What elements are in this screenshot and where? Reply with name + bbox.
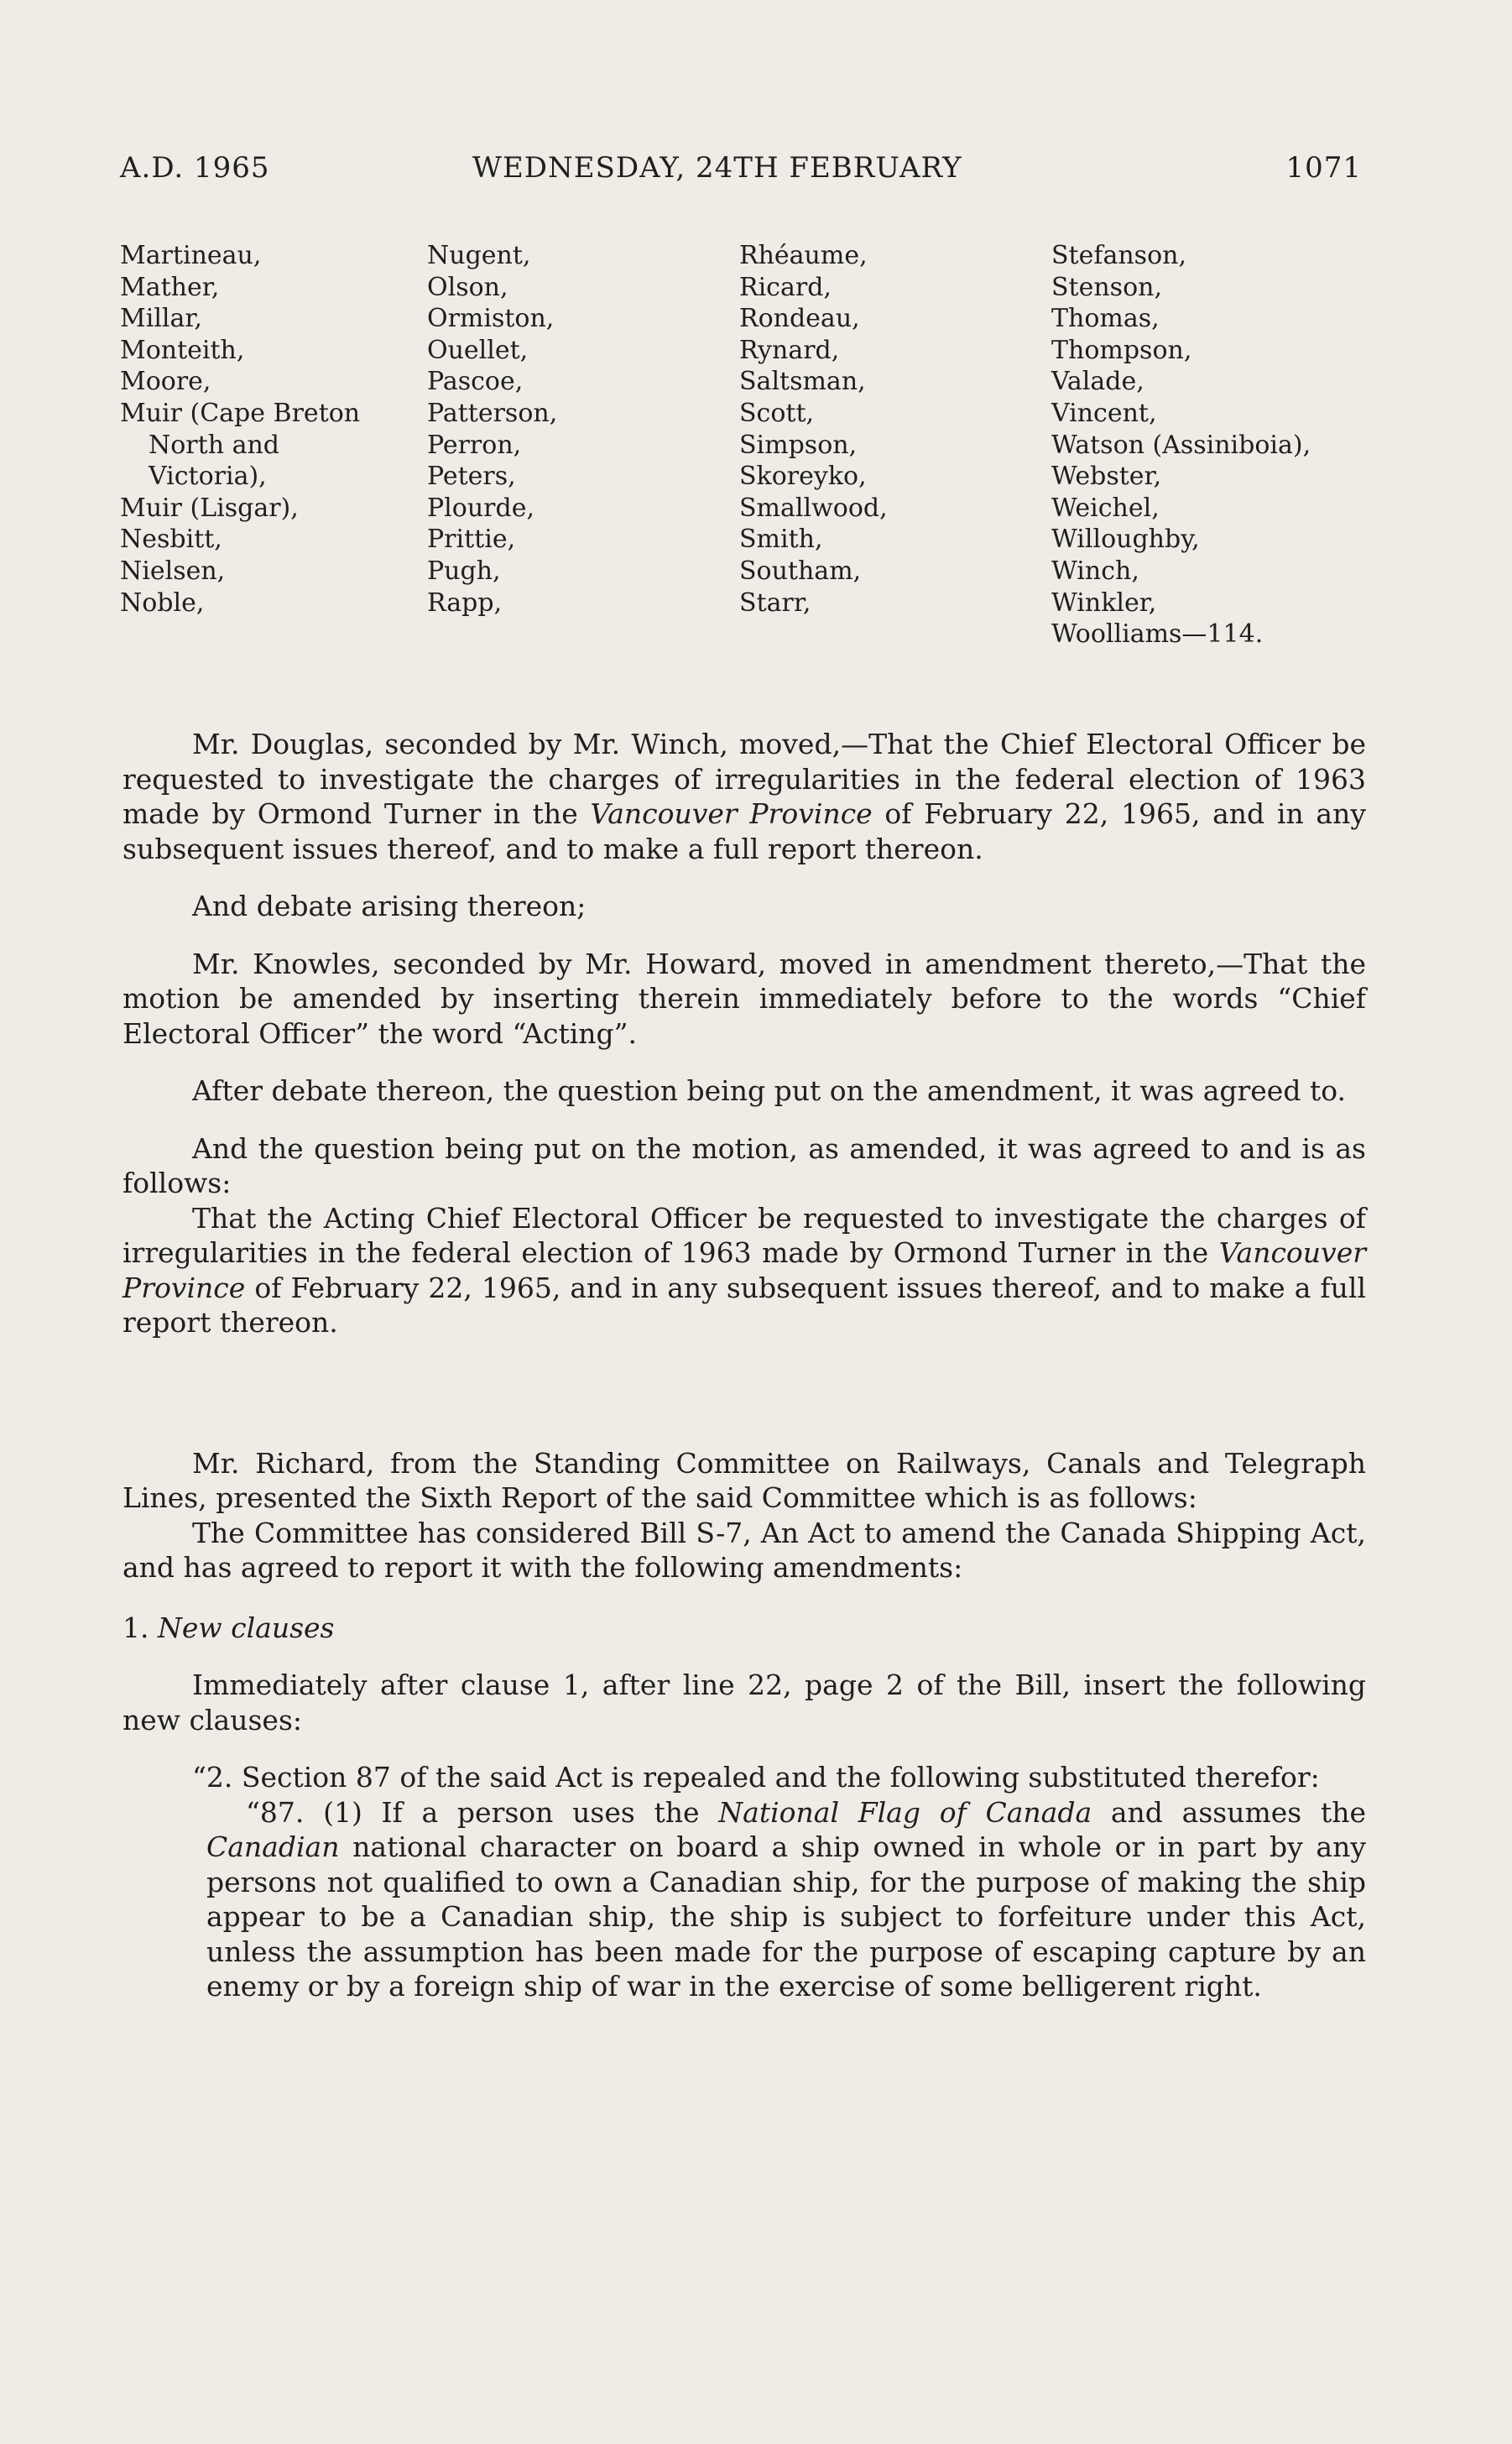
member-name: Winch, (1051, 556, 1139, 586)
names-column-3 (739, 240, 888, 619)
member-name: Thomas, (1051, 304, 1160, 334)
amendment-paragraph: Mr. Knowles, seconded by Mr. Howard, moved in amendment thereto,—That the motion be amended by inserting therein immediately before to the words “Chief Electoral Officer” the word “Acting”. (123, 947, 1366, 1050)
member-name: Perron, (427, 430, 522, 460)
amendment-result-paragraph: After debate thereon, the question being put on the amendment, it was agreed to. (192, 1074, 1346, 1107)
member-name: Skoreyko, (739, 462, 867, 492)
member-name: Ormiston, (427, 304, 555, 334)
page-number: 1071 (1285, 151, 1362, 185)
committee-bill-paragraph: The Committee has considered Bill S-7, An Act to amend the Canada Shipping Act, and has agreed to report it with the following amendments: (123, 1516, 1366, 1584)
member-name: Valade, (1051, 367, 1144, 397)
member-name: Watson (Assiniboia), (1051, 430, 1311, 460)
member-name: Smallwood, (739, 493, 888, 523)
member-name: Moore, (120, 367, 211, 397)
member-name: Simpson, (739, 430, 858, 460)
member-name: Monteith, (120, 335, 245, 365)
member-name: Willoughby, (1051, 525, 1200, 555)
committee-report-paragraph: Mr. Richard, from the Standing Committee on Railways, Canals and Telegraph Lines, presented the Sixth Report of the said Committee which is as follows: (123, 1446, 1366, 1514)
member-name: Muir (Cape Breton (120, 398, 361, 428)
member-name-total: Woolliams—114. (1051, 619, 1264, 650)
debate-paragraph: And debate arising thereon; (192, 890, 587, 922)
member-name: Weichel, (1051, 493, 1160, 523)
member-name: Rhéaume, (739, 241, 868, 270)
member-name: Southam, (739, 556, 862, 586)
member-name: Thompson, (1051, 335, 1192, 365)
section-87-paragraph: “2. Section 87 of the said Act is repealed and the following substituted therefor: (192, 1761, 1320, 1794)
motion-paragraph: Mr. Douglas, seconded by Mr. Winch, moved,—That the Chief Electoral Officer be requested to investigate the charges of irregularities in the federal election of 1963 made by Ormond Turner in the Vancouver Province of February 22, 1965, and in any subsequent issues thereof, and to make a full report thereon. (123, 728, 1366, 865)
resolution-paragraph: That the Acting Chief Electoral Officer be requested to investigate the charges of irregularities in the federal election of 1963 made by Ormond Turner in the Vancouver Province of February 22, 1965, and in any subsequent issues thereof, and to make a full report thereon. (123, 1201, 1366, 1339)
running-header (120, 151, 1362, 191)
motion-result-paragraph: And the question being put on the motion, as amended, it was agreed to and is as follows: (123, 1131, 1366, 1199)
member-name: Nesbitt, (120, 525, 222, 555)
member-name: Stefanson, (1051, 241, 1186, 270)
names-column-2 (427, 240, 557, 619)
member-name: Vincent, (1051, 398, 1157, 428)
member-name: Starr, (739, 588, 811, 618)
member-name: Plourde, (427, 493, 534, 523)
header-date: WEDNESDAY, 24TH FEBRUARY (472, 151, 962, 185)
member-name: Scott, (739, 398, 815, 428)
member-name: Noble, (120, 588, 205, 618)
member-name: Saltsman, (739, 367, 866, 397)
member-name: Pascoe, (427, 367, 524, 397)
member-name: Olson, (427, 272, 508, 302)
member-name: Smith, (739, 525, 823, 555)
member-name: Ricard, (739, 272, 832, 302)
member-name: Rapp, (427, 588, 503, 618)
member-name: Martineau, (120, 241, 262, 270)
member-name: North and (149, 430, 279, 460)
names-column-1 (120, 240, 360, 619)
names-column-4 (1051, 240, 1311, 650)
member-name: Rynard, (739, 335, 840, 365)
member-name: Pugh, (427, 556, 501, 586)
member-name: Nugent, (427, 241, 531, 270)
member-name: Nielsen, (120, 556, 226, 586)
member-name: Muir (Lisgar), (120, 493, 299, 523)
member-name: Webster, (1051, 462, 1162, 492)
insertion-paragraph: Immediately after clause 1, after line 22, page 2 of the Bill, insert the following new clauses: (123, 1668, 1366, 1736)
member-name: Stenson, (1051, 272, 1162, 302)
member-name: Peters, (427, 462, 516, 492)
member-name: Millar, (120, 304, 202, 334)
header-year: A.D. 1965 (120, 151, 270, 185)
quoted-clause: “87. (1) If a person uses the National Flag of Canada and assumes the Canadian national character on board a ship owned in whole or in part by any persons not qualified to own a Canadian ship, for the purpose of making the ship appear to be a Canadian ship, the ship is subject to forfeiture under this Act, unless the assumption has been made for the purpose of escaping capture by an enemy or by a foreign ship of war in the exercise of some belligerent right. (206, 1795, 1366, 2003)
section-heading: 1. New clauses (123, 1611, 335, 1644)
member-name: Winkler, (1051, 588, 1157, 618)
journal-body (123, 727, 1366, 2004)
member-name: Ouellet, (427, 335, 529, 365)
member-name: Victoria), (149, 462, 267, 492)
member-name: Prittie, (427, 525, 516, 555)
member-name: Mather, (120, 272, 220, 302)
member-name: Patterson, (427, 398, 558, 428)
member-name: Rondeau, (739, 304, 860, 334)
